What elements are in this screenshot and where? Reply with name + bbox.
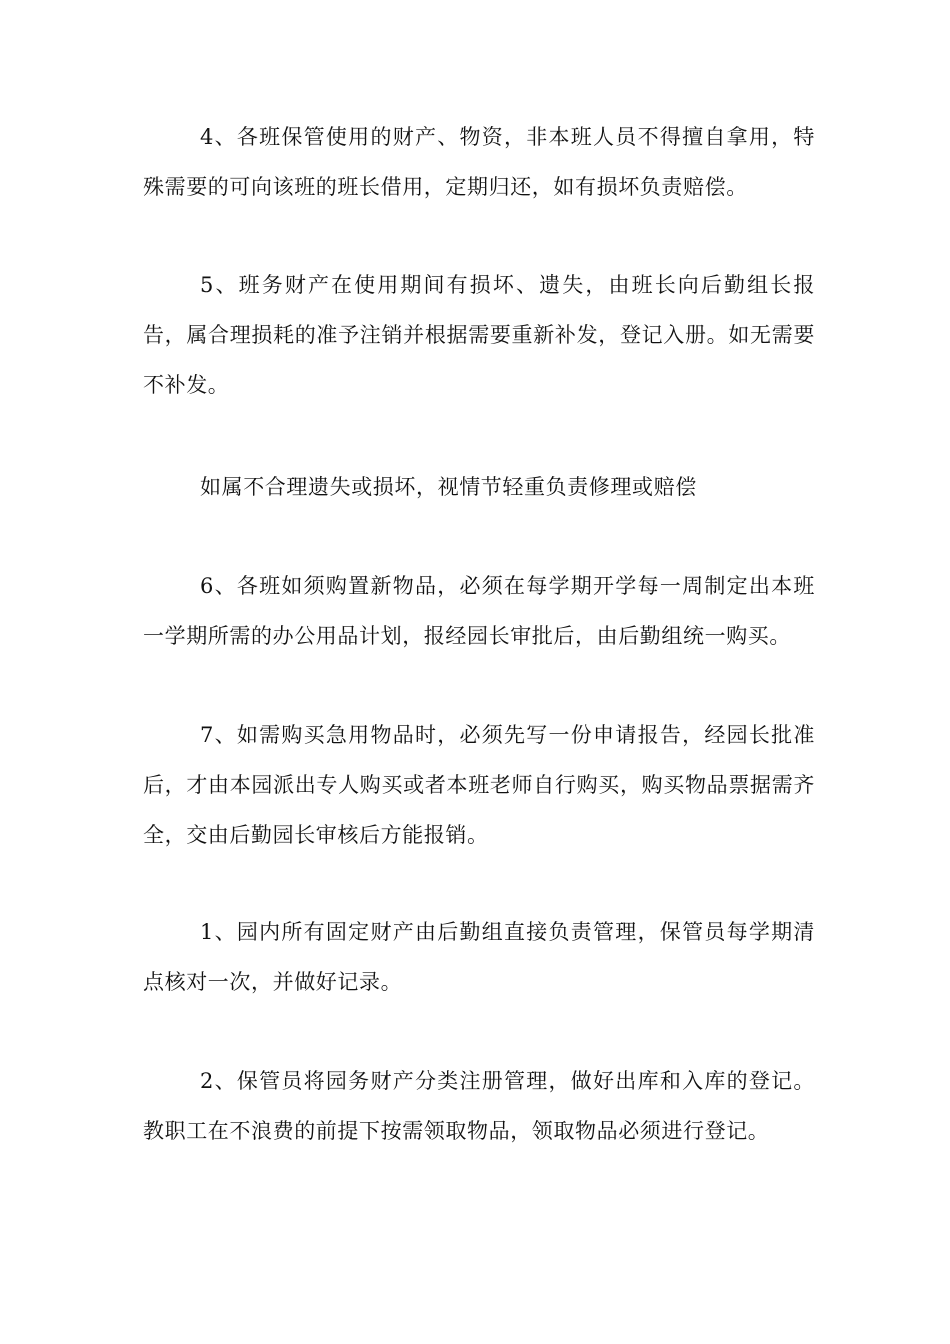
paragraph-item-4: 4、各班保管使用的财产、物资，非本班人员不得擅自拿用，特殊需要的可向该班的班长借用，定期归还，如有损坏负责赔偿。 <box>143 125 815 199</box>
paragraph-item-5-continued: 如属不合理遗失或损坏，视情节轻重负责修理或赔偿 <box>200 475 697 499</box>
paragraph-item-6: 6、各班如须购置新物品，必须在每学期开学每一周制定出本班一学期所需的办公用品计划，报经园长审批后，由后勤组统一购买。 <box>143 574 815 648</box>
paragraph-item-5: 5、班务财产在使用期间有损坏、遗失，由班长向后勤组长报告，属合理损耗的准予注销并根据需要重新补发，登记入册。如无需要不补发。 <box>143 273 815 397</box>
paragraph-item-1: 1、园内所有固定财产由后勤组直接负责管理，保管员每学期清点核对一次，并做好记录。 <box>143 920 815 994</box>
paragraph-item-7: 7、如需购买急用物品时，必须先写一份申请报告，经园长批准后，才由本园派出专人购买或者本班老师自行购买，购买物品票据需齐全，交由后勤园长审核后方能报销。 <box>143 723 815 847</box>
paragraph-item-2: 2、保管员将园务财产分类注册管理，做好出库和入库的登记。教职工在不浪费的前提下按需领取物品，领取物品必须进行登记。 <box>143 1069 815 1143</box>
